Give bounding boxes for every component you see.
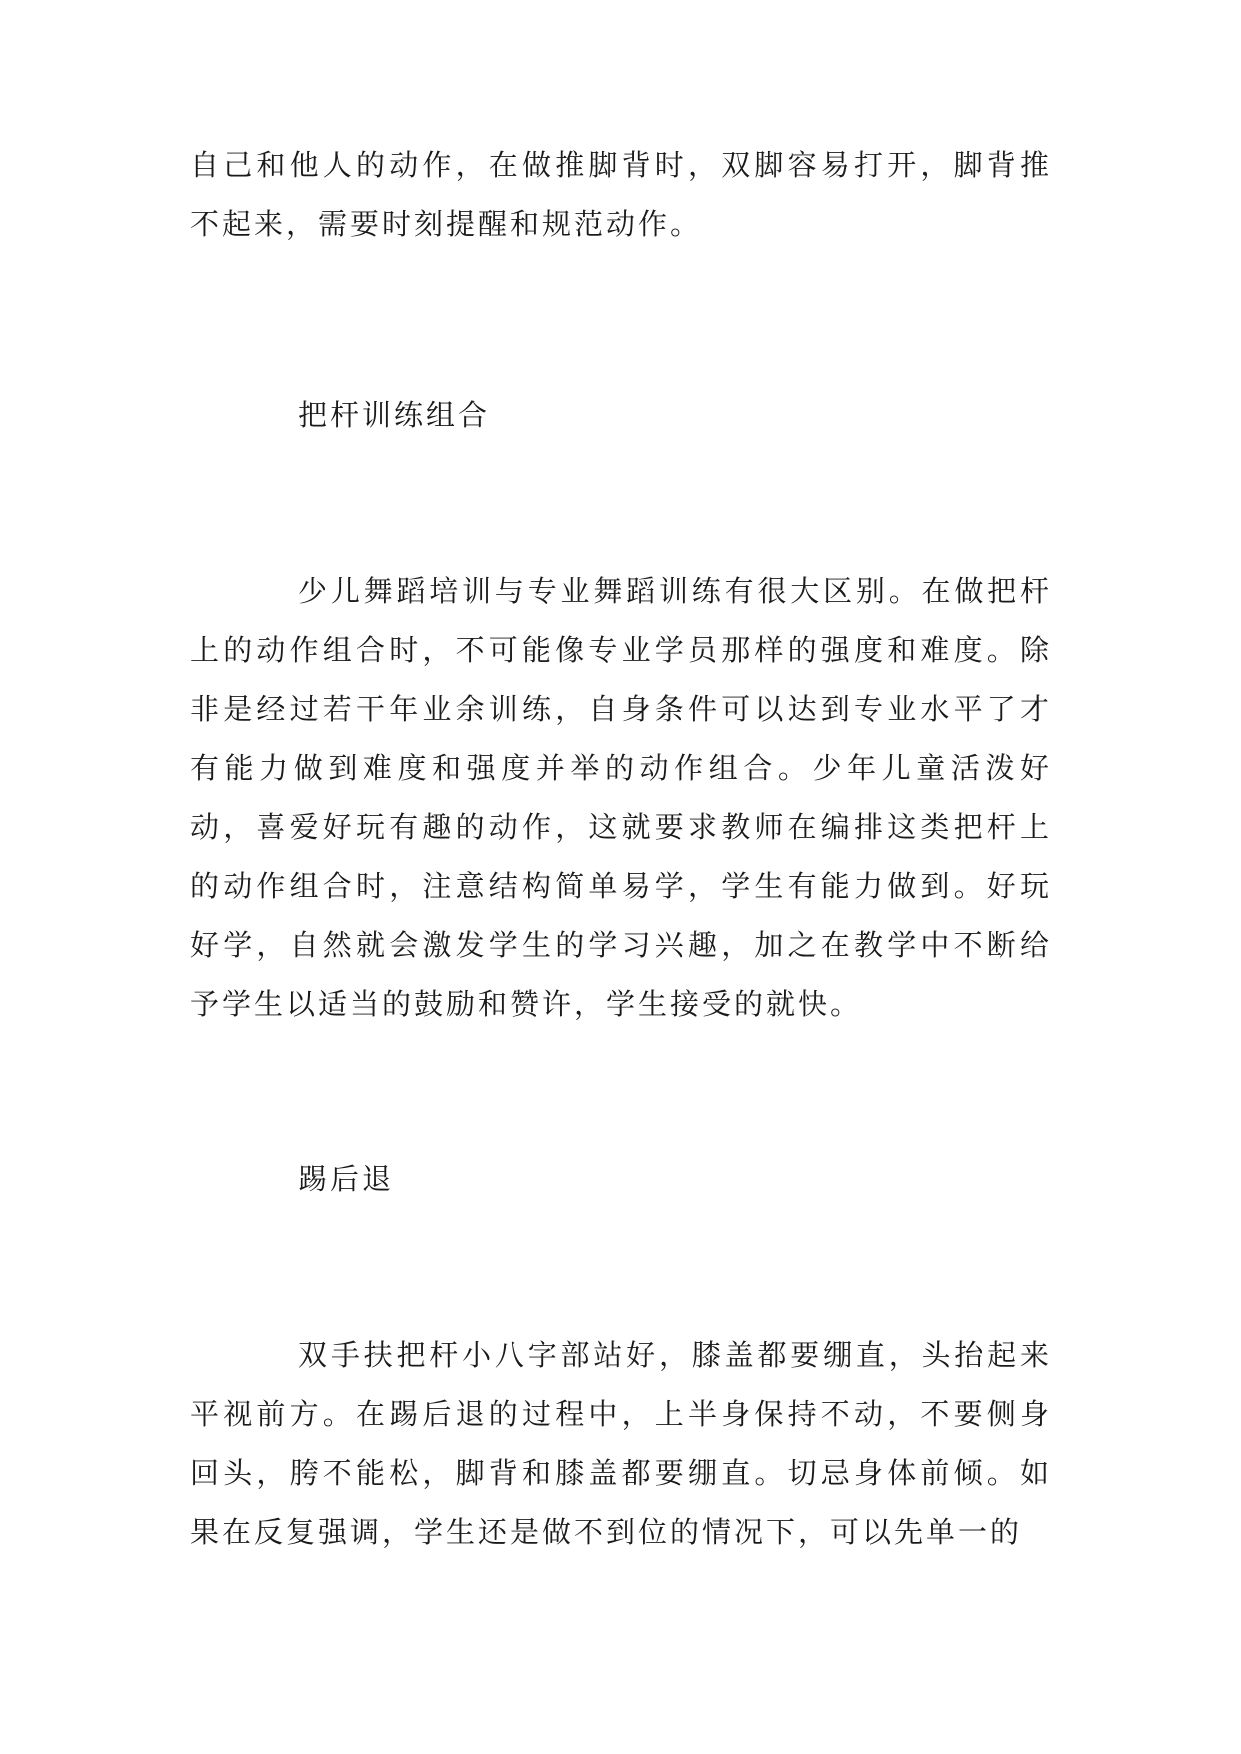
section-heading-barre-combination: 把杆训练组合 (298, 398, 491, 432)
paragraph-barre-training: 少儿舞蹈培训与专业舞蹈训练有很大区别。在做把杆上的动作组合时，不可能像专业学员那样的强度和难度。除非是经过若干年业余训练，自身条件可以达到专业水平了才有能力做到难度和强度并举的动作组合。少年儿童活泼好动，喜爱好玩有趣的动作，这就要求教师在编排这类把杆上的动作组合时，注意结构简单易学，学生有能力做到。好玩好学，自然就会激发学生的学习兴趣，加之在教学中不断给予学生以适当的鼓励和赞许，学生接受的就快。 (190, 574, 1052, 1021)
paragraph-kick-back: 双手扶把杆小八字部站好，膝盖都要绷直，头抬起来平视前方。在踢后退的过程中，上半身保持不动，不要侧身回头，胯不能松，脚背和膝盖都要绷直。切忌身体前倾。如果在反复强调，学生还是做不到位的情况下，可以先单一的 (190, 1338, 1052, 1549)
section-heading-kick-back: 踢后退 (298, 1162, 395, 1196)
paragraph-continuation: 自己和他人的动作，在做推脚背时，双脚容易打开，脚背推不起来，需要时刻提醒和规范动作。 (190, 148, 1052, 241)
